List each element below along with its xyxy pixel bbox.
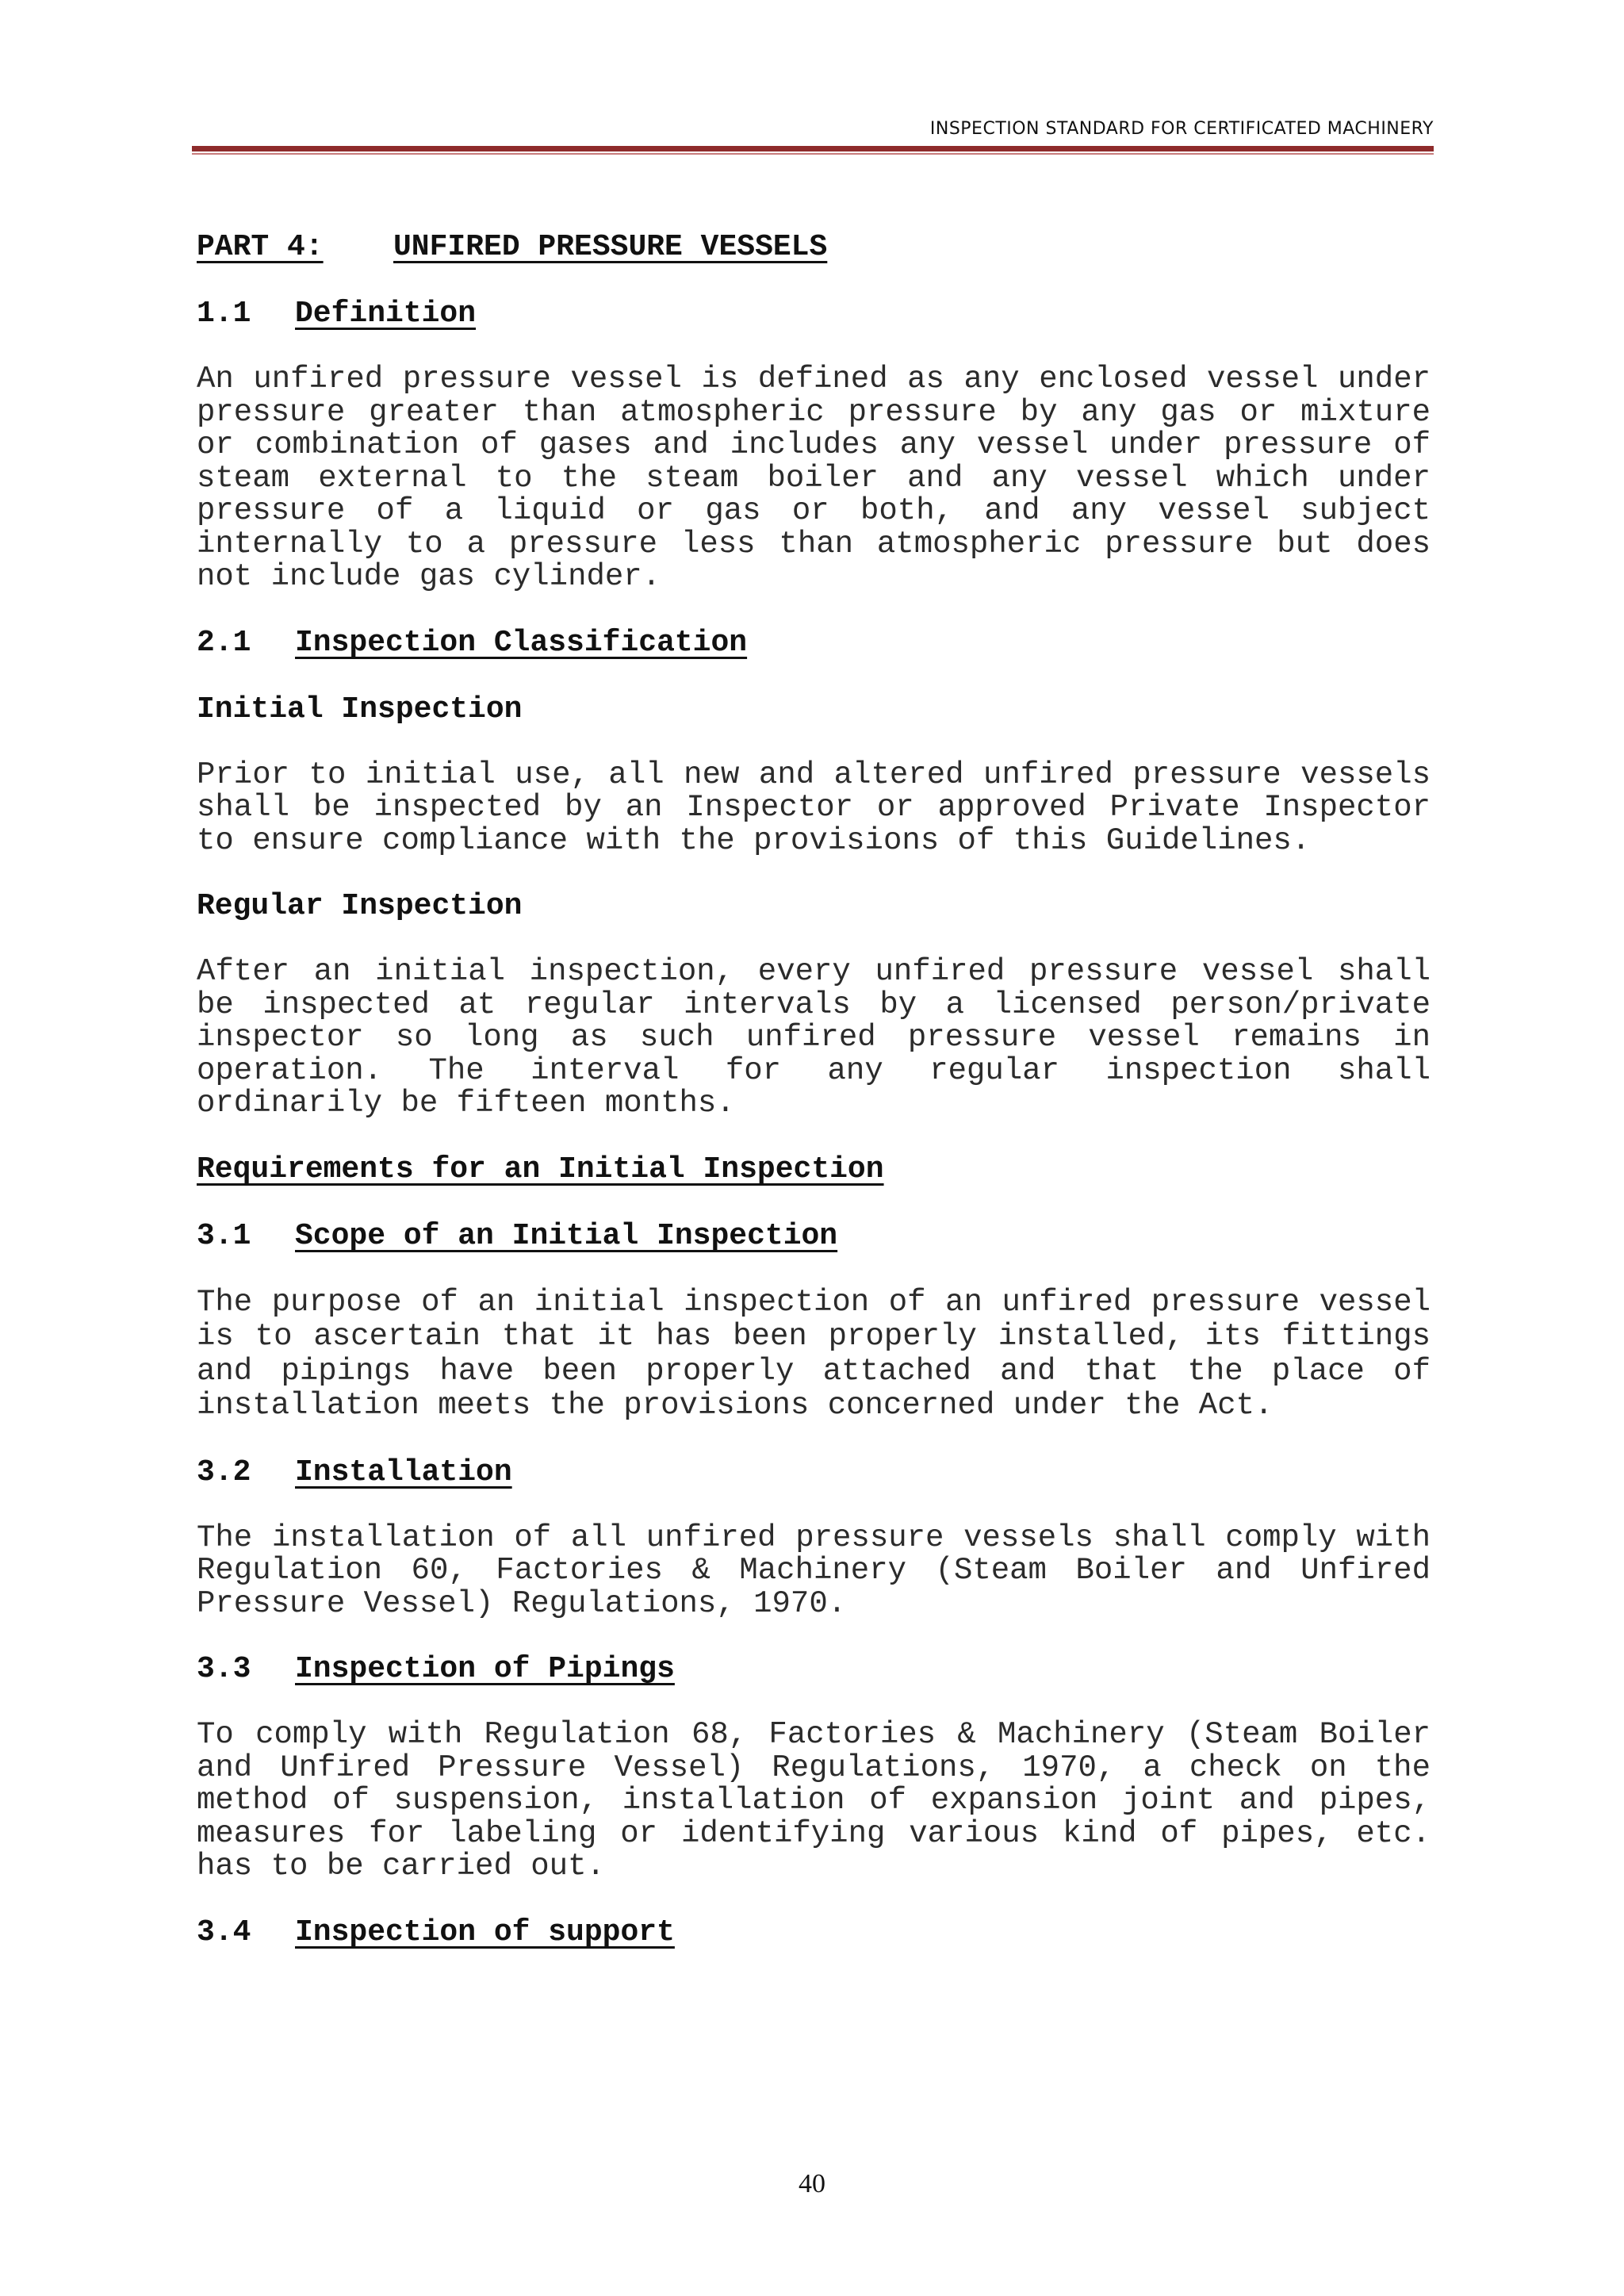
header-rule-thick <box>192 146 1434 151</box>
initial-inspection-heading: Initial Inspection <box>197 692 523 726</box>
running-header: INSPECTION STANDARD FOR CERTIFICATED MACHINERY <box>929 119 1434 139</box>
installation-paragraph: The installation of all unfired pressure vessels shall comply with Regulation 60, Factories & Machinery (Steam Boiler and Unfired Pressure Vessel) Regulations, 1970. <box>197 1520 1431 1621</box>
section-3-4-heading <box>197 1915 1431 1950</box>
section-number: 1.1 <box>197 297 251 331</box>
section-2-1-heading <box>197 626 1431 661</box>
requirements-heading: Requirements for an Initial Inspection <box>197 1152 884 1186</box>
regular-inspection-paragraph: After an initial inspection, every unfired pressure vessel shall be inspected at regular intervals by a licensed person/private inspector so long as such unfired pressure vessel remains in operation. The interval for any regular inspection shall ordinarily be fifteen months. <box>197 954 1431 1121</box>
section-title: Scope of an Initial Inspection <box>295 1218 838 1253</box>
section-title: Inspection of Pipings <box>295 1652 675 1686</box>
part-title-text: UNFIRED PRESSURE VESSELS <box>393 230 828 264</box>
document-body <box>197 230 1431 1950</box>
part-number: PART 4: <box>197 230 324 264</box>
pipings-paragraph: To comply with Regulation 68, Factories & Machinery (Steam Boiler and Unfired Pressure Vessel) Regulations, 1970, a check on the method of suspension, installation of expansion joint and pipes, measures for labeling or identifying various kind of pipes, etc. has to be carried out. <box>197 1717 1431 1884</box>
section-number: 3.1 <box>197 1218 251 1253</box>
section-title: Inspection Classification <box>295 625 748 660</box>
part-title <box>197 230 1431 265</box>
section-3-1-heading <box>197 1219 1431 1254</box>
section-title: Installation <box>295 1455 512 1489</box>
page-number: 40 <box>799 2169 825 2198</box>
section-1-1-heading <box>197 297 1431 332</box>
section-3-3-heading <box>197 1652 1431 1687</box>
header-rule-thin <box>192 153 1434 155</box>
scope-paragraph: The purpose of an initial inspection of an unfired pressure vessel is to ascertain that it has been properly installed, its fittings and pipings have been properly attached and that the place of installation meets the provisions concerned under the Act. <box>197 1284 1431 1423</box>
section-number: 3.2 <box>197 1455 251 1489</box>
section-title: Inspection of support <box>295 1915 675 1949</box>
section-number: 3.4 <box>197 1915 251 1949</box>
section-title: Definition <box>295 297 477 331</box>
section-number: 2.1 <box>197 625 251 660</box>
section-number: 3.3 <box>197 1652 251 1686</box>
initial-inspection-paragraph: Prior to initial use, all new and altered unfired pressure vessels shall be inspected by an Inspector or approved Private Inspector to ensure compliance with the provisions of this Guidelines. <box>197 757 1431 858</box>
regular-inspection-heading: Regular Inspection <box>197 889 523 923</box>
definition-paragraph: An unfired pressure vessel is defined as any enclosed vessel under pressure greater than atmospheric pressure by any gas or mixture or combination of gases and includes any vessel under pressure of steam external to the steam boiler and any vessel which under pressure of a liquid or gas or both, and any vessel subject internally to a pressure less than atmospheric pressure but does not include gas cylinder. <box>197 362 1431 594</box>
header-rule <box>192 146 1434 155</box>
section-3-2-heading <box>197 1455 1431 1490</box>
